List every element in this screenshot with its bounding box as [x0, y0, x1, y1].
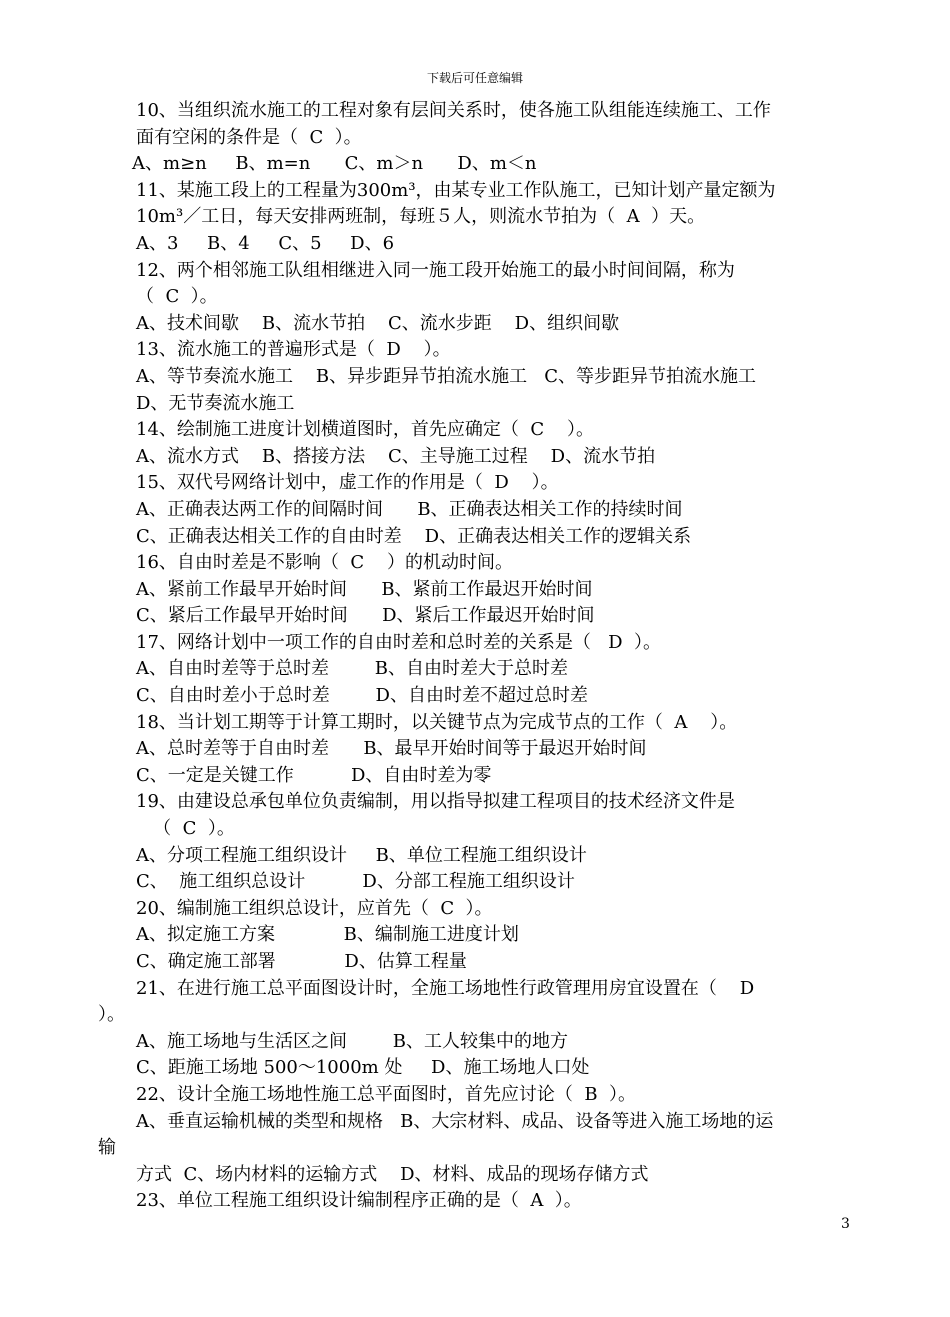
- text-line: 输: [98, 1137, 116, 1159]
- text-line: 14、绘制施工进度计划横道图时，首先应确定（ C ）。: [136, 419, 595, 441]
- text-line: 21、在进行施工总平面图设计时，全施工场地性行政管理用房宜设置在（ D: [136, 977, 755, 999]
- text-line: A、施工场地与生活区之间 B、工人较集中的地方: [136, 1030, 568, 1052]
- text-line: C、 施工组织总设计 D、分部工程施工组织设计: [136, 871, 575, 893]
- text-line: 15、双代号网络计划中，虚工作的作用是（ D ）。: [136, 472, 559, 494]
- text-line: ）。: [98, 1004, 125, 1026]
- text-line: A、技术间歇 B、流水节拍 C、流水步距 D、组织间歇: [136, 312, 620, 334]
- document-body: [98, 98, 858, 1215]
- text-line: 面有空闲的条件是（ C ）。: [136, 126, 362, 148]
- text-line: 19、由建设总承包单位负责编制，用以指导拟建工程项目的技术经济文件是: [136, 791, 735, 813]
- text-line: 13、流水施工的普遍形式是（ D ）。: [136, 339, 451, 361]
- text-line: （ C ）。: [136, 286, 218, 308]
- text-line: A、m≥n B、m=n C、m＞n D、m＜n: [132, 153, 537, 175]
- text-line: C、自由时差小于总时差 D、自由时差不超过总时差: [136, 685, 588, 707]
- text-line: （ C ）。: [136, 818, 235, 840]
- text-line: 16、自由时差是不影响（ C ）的机动时间。: [136, 552, 514, 574]
- text-line: A、等节奏流水施工 B、异步距异节拍流水施工 C、等步距异节拍流水施工: [136, 365, 757, 387]
- page-number: 3: [841, 1216, 850, 1232]
- text-line: A、正确表达两工作的间隔时间 B、正确表达相关工作的持续时间: [136, 498, 683, 520]
- text-line: A、垂直运输机械的类型和规格 B、大宗材料、成品、设备等进入施工场地的运: [136, 1110, 774, 1132]
- text-line: 11、某施工段上的工程量为300m³，由某专业工作队施工，已知计划产量定额为: [136, 179, 776, 201]
- text-line: C、正确表达相关工作的自由时差 D、正确表达相关工作的逻辑关系: [136, 525, 692, 547]
- text-line: A、拟定施工方案 B、编制施工进度计划: [136, 924, 519, 946]
- text-line: A、分项工程施工组织设计 B、单位工程施工组织设计: [136, 844, 587, 866]
- text-line: 20、编制施工组织总设计，应首先（ C ）。: [136, 897, 493, 919]
- text-line: A、流水方式 B、搭接方法 C、主导施工过程 D、流水节拍: [136, 445, 656, 467]
- text-line: A、总时差等于自由时差 B、最早开始时间等于最迟开始时间: [136, 738, 647, 760]
- text-line: 10、当组织流水施工的工程对象有层间关系时，使各施工队组能连续施工、工作: [136, 100, 771, 121]
- text-line: 12、两个相邻施工队组相继进入同一施工段开始施工的最小时间间隔，称为: [136, 259, 735, 281]
- text-line: A、自由时差等于总时差 B、自由时差大于总时差: [136, 658, 568, 680]
- text-line: C、确定施工部署 D、估算工程量: [136, 951, 467, 972]
- page-header: 下载后可任意编辑: [426, 71, 523, 85]
- text-line: C、距施工场地 500～1000m 处 D、施工场地人口处: [136, 1057, 590, 1079]
- text-line: 10m³／工日，每天安排两班制，每班５人，则流水节拍为（ A ）天。: [136, 206, 706, 228]
- text-line: C、一定是关键工作 D、自由时差为零: [136, 764, 492, 786]
- text-line: 方式 C、场内材料的运输方式 D、材料、成品的现场存储方式: [136, 1163, 649, 1185]
- text-line: 18、当计划工期等于计算工期时，以关键节点为完成节点的工作（ A ）。: [136, 711, 738, 733]
- text-line: 23、单位工程施工组织设计编制程序正确的是（ A ）。: [136, 1190, 582, 1212]
- text-line: 17、网络计划中一项工作的自由时差和总时差的关系是（ D ）。: [136, 631, 661, 653]
- text-line: C、紧后工作最早开始时间 D、紧后工作最迟开始时间: [136, 605, 595, 627]
- text-line: 22、设计全施工场地性施工总平面图时，首先应讨论（ B ）。: [136, 1083, 637, 1105]
- text-line: A、紧前工作最早开始时间 B、紧前工作最迟开始时间: [136, 578, 593, 600]
- text-line: D、无节奏流水施工: [136, 392, 295, 414]
- text-line: A、3 B、4 C、5 D、6: [136, 232, 395, 254]
